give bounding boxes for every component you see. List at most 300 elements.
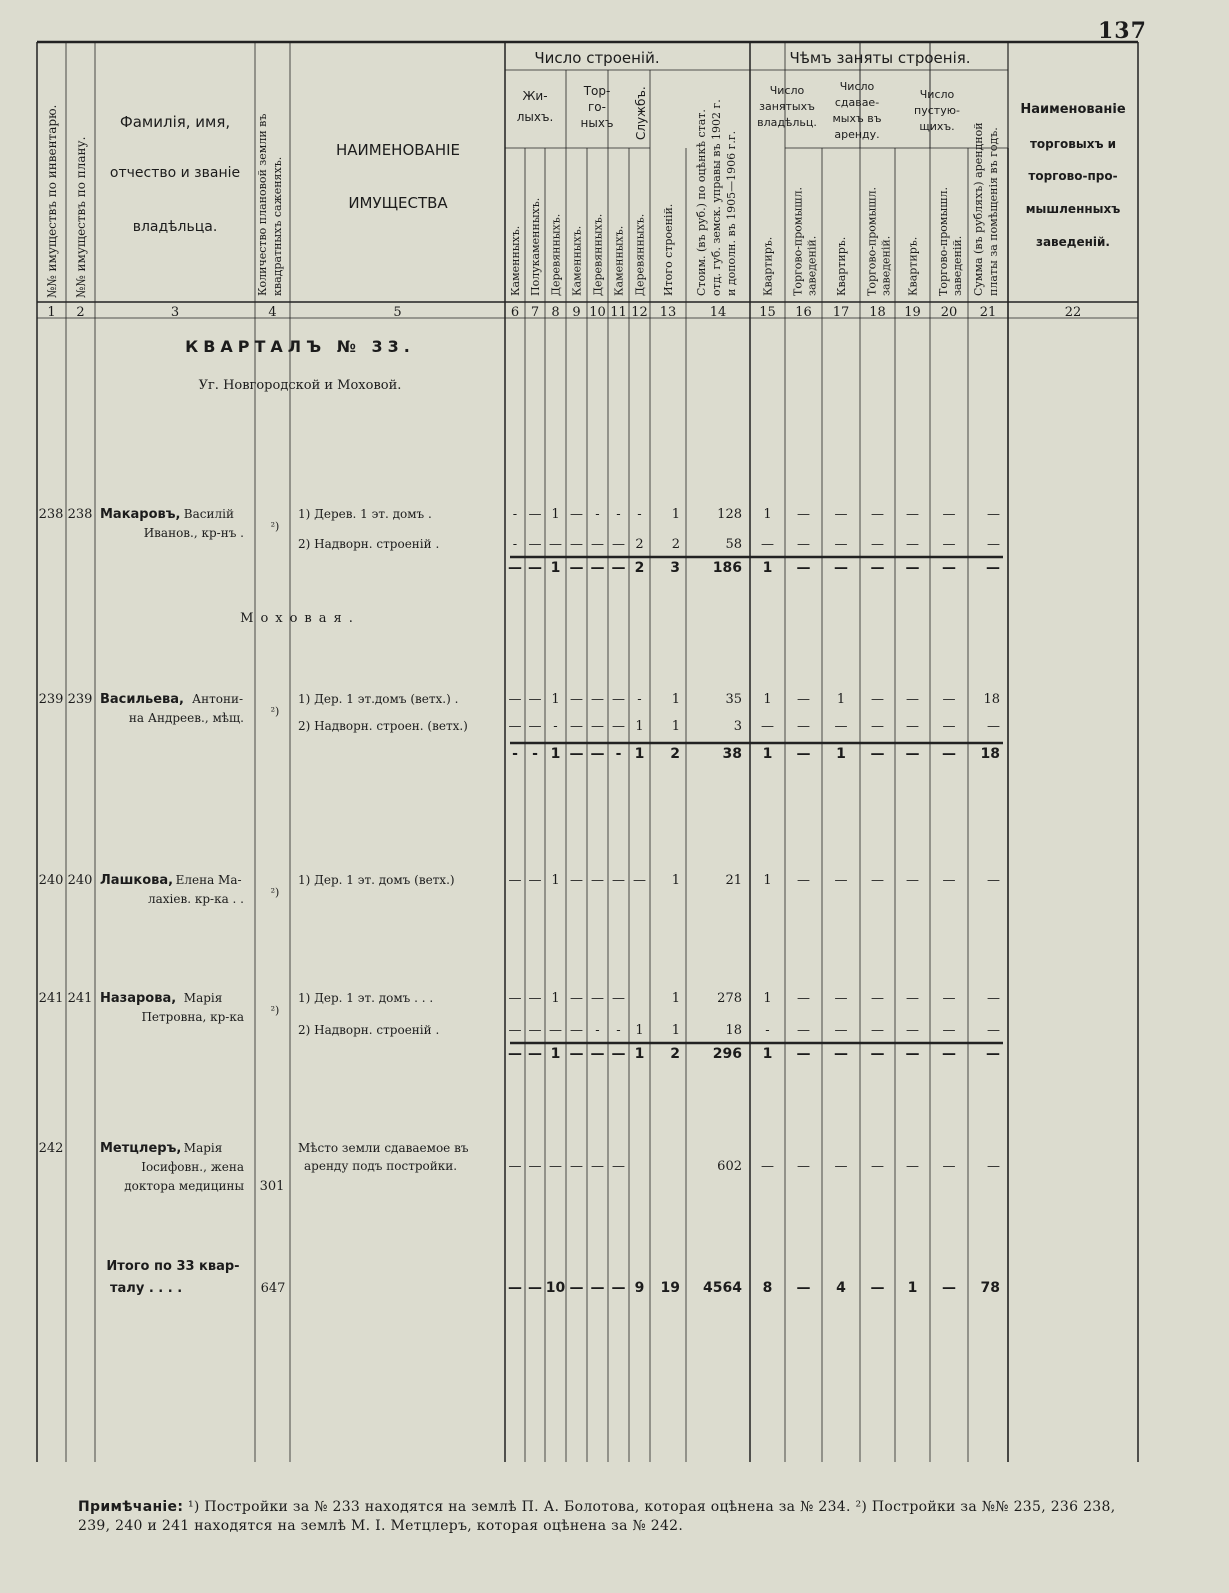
subtotal-value: — xyxy=(611,560,626,576)
subtotal-value: 1 xyxy=(550,560,561,576)
building-row-value: 128 xyxy=(717,507,742,522)
building-row-value: 1 xyxy=(635,1023,644,1038)
building-row-value: — xyxy=(591,692,604,707)
subheader-service: Службъ. xyxy=(634,86,648,140)
building-row-value: — xyxy=(871,1023,884,1038)
subheader-residential: лыхъ. xyxy=(516,110,554,124)
building-row-value: — xyxy=(761,719,774,734)
column-number: 14 xyxy=(709,305,727,320)
col-header-plan: №№ имуществъ по плану. xyxy=(74,136,88,298)
col-header-inventory: №№ имуществъ по инвентарю. xyxy=(45,104,59,298)
col-header-commercial: заведеній. xyxy=(879,235,893,296)
building-row-value: 1 xyxy=(671,507,680,522)
building-row-value: — xyxy=(871,507,884,522)
building-row-value: - xyxy=(512,507,518,522)
col-header-commercial: заведеній. xyxy=(951,235,964,296)
col-header-value: отд. губ. земск. управы въ 1902 г. xyxy=(710,99,723,296)
entry-owner-name-rest: Елена Ма- xyxy=(175,873,242,887)
entry-owner-detail: Петровна, кр-ка xyxy=(141,1010,244,1024)
building-row-value: 3 xyxy=(733,719,742,734)
entry-owner-name: Макаровъ, xyxy=(100,507,181,522)
entry-owner-name-rest: Марія xyxy=(183,1141,223,1155)
subtotal-value: 186 xyxy=(712,560,742,576)
entry-inventory-number: 239 xyxy=(38,692,64,707)
subtotal-value: 2 xyxy=(634,560,645,576)
building-row-value: — xyxy=(612,1159,625,1174)
subtotal-value: — xyxy=(508,560,522,576)
building-row-value: — xyxy=(987,1023,1000,1038)
subtotal-value: 1 xyxy=(550,1046,561,1062)
subtotal-value: — xyxy=(508,1046,522,1062)
subtotal-value: — xyxy=(870,560,885,576)
column-number: 6 xyxy=(510,305,520,320)
column-number: 12 xyxy=(631,305,648,320)
building-row-value: — xyxy=(834,1159,848,1174)
subtotal-value: 2 xyxy=(670,1046,680,1062)
entry-owner-detail: доктора медицины xyxy=(124,1179,244,1193)
col-header-kind: Полукаменныхъ. xyxy=(529,197,542,296)
building-row-label: 1) Дер. 1 эт. домъ (ветх.) xyxy=(298,873,455,887)
col-header-establishments: торговыхъ и xyxy=(1029,137,1117,151)
col-header-property: ИМУЩЕСТВА xyxy=(348,194,448,212)
building-row-value: — xyxy=(797,537,810,552)
building-row-value: — xyxy=(987,719,1000,734)
column-number: 3 xyxy=(170,305,180,320)
building-row-value: — xyxy=(570,507,583,522)
group-header-buildings: Число строеній. xyxy=(534,49,660,67)
column-number: 2 xyxy=(76,305,85,320)
col-header-owner: Фамилія, имя, xyxy=(119,113,231,131)
entry-inventory-number: 241 xyxy=(38,991,64,1006)
entry-plan-number: 240 xyxy=(67,873,93,888)
col-header-establishments: торгово-про- xyxy=(1028,169,1118,183)
building-row-value: - xyxy=(616,507,621,522)
building-row-value: — xyxy=(528,991,542,1006)
col-header-kind: Каменныхъ. xyxy=(612,225,626,296)
building-row-value: — xyxy=(871,1159,884,1174)
building-row-value: — xyxy=(987,873,1000,888)
subtotal-value: — xyxy=(590,560,605,576)
building-row-value: 1 xyxy=(671,692,680,707)
section-title: КВАРТАЛЪ № 33. xyxy=(185,337,415,356)
building-row-value: — xyxy=(942,1023,956,1038)
building-row-value: — xyxy=(942,991,956,1006)
building-row-value: — xyxy=(591,873,604,888)
subtotal-value: — xyxy=(942,560,956,576)
building-row-value: — xyxy=(797,991,810,1006)
building-row-value: 1 xyxy=(551,873,560,888)
entry-land-area: ²) xyxy=(270,886,280,899)
column-number: 19 xyxy=(904,305,921,320)
col-header-establishments: Наименованіе xyxy=(1020,102,1126,117)
subheader-residential: Жи- xyxy=(522,89,548,103)
entry-owner-name-rest: Василій xyxy=(183,507,234,521)
col-header-apartments: Квартиръ. xyxy=(835,236,848,296)
building-row-value: - xyxy=(765,1023,770,1038)
col-header-establishments: заведеній. xyxy=(1035,235,1111,249)
subtotal-value: 3 xyxy=(670,560,680,576)
subtotal-value: — xyxy=(590,1046,605,1062)
building-row-value: 18 xyxy=(725,1023,742,1038)
building-row-value: — xyxy=(797,692,810,707)
column-number: 9 xyxy=(572,305,581,320)
building-row-label: 1) Дерев. 1 эт. домъ . xyxy=(298,507,432,521)
subtotal-value: — xyxy=(986,560,1000,576)
building-row-value: 1 xyxy=(763,873,772,888)
col-header-land: квадратныхъ саженяхъ. xyxy=(271,156,284,296)
building-row-label: 2) Надворн. строен. (ветх.) xyxy=(298,719,468,733)
footnote-text: ¹) Постройки за № 233 находятся на землѣ П. А. Болотова, которая оцѣнена за № 234. ²) Постройки за №№ 235, 236 238, 239, 240 и 241 находятся на землѣ М. І. Метцлеръ, которая оцѣнена за № 242. xyxy=(78,1499,1116,1534)
building-row-value: — xyxy=(591,1159,604,1174)
col-header-value: Стоим. (въ руб.) по оцѣнкѣ стат. xyxy=(695,109,708,296)
building-row-value: — xyxy=(834,537,848,552)
building-row-value: - xyxy=(595,1023,600,1038)
column-number: 8 xyxy=(551,305,560,320)
building-row-value: — xyxy=(834,507,848,522)
subtotal-value: 1 xyxy=(762,560,773,576)
building-row-value: — xyxy=(906,873,919,888)
footnote-label: Примѣчаніе: xyxy=(78,1499,184,1515)
building-row-value: — xyxy=(834,1023,848,1038)
building-row-value: — xyxy=(987,507,1000,522)
grand-total-value: — xyxy=(942,1280,956,1296)
building-row-value: 1 xyxy=(763,692,772,707)
column-number: 13 xyxy=(659,305,677,320)
subtotal-value: — xyxy=(569,1046,584,1062)
subtotal-value: — xyxy=(590,746,605,762)
building-row-value: — xyxy=(612,873,625,888)
col-header-establishments: мышленныхъ xyxy=(1025,202,1121,216)
building-row-value: — xyxy=(570,692,583,707)
street-heading: Моховая. xyxy=(240,611,360,626)
building-row-label: 2) Надворн. строеній . xyxy=(298,1023,440,1037)
building-row-value: — xyxy=(761,1159,774,1174)
footnote xyxy=(78,1498,1148,1536)
building-row-value: — xyxy=(570,1159,583,1174)
subtotal-value: — xyxy=(796,560,811,576)
grand-total-value: 1 xyxy=(907,1280,918,1296)
building-row-value: — xyxy=(528,692,542,707)
building-row-value: - xyxy=(616,1023,621,1038)
building-row-value: 1 xyxy=(763,507,772,522)
column-number: 16 xyxy=(795,305,812,320)
building-row-value: - xyxy=(595,507,600,522)
grand-total-value: 8 xyxy=(762,1280,773,1296)
entry-land-area: ²) xyxy=(270,705,280,718)
subtotal-value: 1 xyxy=(634,1046,645,1062)
building-row-value: — xyxy=(987,991,1000,1006)
building-row-value: - xyxy=(637,692,642,707)
building-row-value: — xyxy=(528,873,542,888)
subheader-empty: пустую- xyxy=(914,104,960,117)
subtotal-value: — xyxy=(870,1046,885,1062)
building-row-value: — xyxy=(612,991,625,1006)
subheader-trade: ныхъ xyxy=(580,116,614,130)
entry-land-area: ²) xyxy=(270,1004,280,1017)
page-number: 137 xyxy=(1098,18,1147,44)
building-row-value: — xyxy=(508,1023,522,1038)
building-row-value: — xyxy=(871,719,884,734)
subtotal-value: — xyxy=(796,1046,811,1062)
building-row-value: — xyxy=(906,1023,919,1038)
grand-total-value: — xyxy=(870,1280,885,1296)
building-row-value: 21 xyxy=(725,873,742,888)
building-row-value: — xyxy=(570,537,583,552)
building-row-value: — xyxy=(906,1159,919,1174)
column-number: 5 xyxy=(393,305,402,320)
col-header-kind: Деревянныхъ. xyxy=(633,213,647,296)
building-row-value: — xyxy=(591,991,604,1006)
building-row-value: — xyxy=(570,873,583,888)
grand-total-value: — xyxy=(590,1280,605,1296)
building-row-value: — xyxy=(508,692,522,707)
subheader-rented: аренду. xyxy=(834,128,880,141)
building-row-value: — xyxy=(987,1159,1000,1174)
entry-owner-name-rest: Антони- xyxy=(192,692,243,706)
subtotal-value: — xyxy=(796,746,811,762)
building-row-value: — xyxy=(633,873,646,888)
building-row-value: 2 xyxy=(671,537,680,552)
building-row-value: — xyxy=(906,692,919,707)
subtotal-value: 38 xyxy=(722,746,742,762)
subheader-empty: Число xyxy=(919,88,955,101)
column-number: 17 xyxy=(832,305,850,320)
building-row-value: — xyxy=(591,719,604,734)
building-row-value: 35 xyxy=(725,692,742,707)
entry-owner-name: Лашкова, xyxy=(100,873,174,888)
building-row-value: — xyxy=(797,873,810,888)
building-row-value: — xyxy=(906,719,919,734)
building-row-value: — xyxy=(942,1159,956,1174)
col-header-commercial: Торгово-промышл. xyxy=(865,187,879,296)
entry-owner-detail: лахіев. кр-ка . . xyxy=(147,892,244,906)
subheader-owner-occupied: Число xyxy=(769,84,805,97)
building-row-value: — xyxy=(942,692,956,707)
col-header-land: Количество плановой земли въ xyxy=(256,113,269,296)
col-header-kind: Деревянныхъ. xyxy=(549,213,563,296)
column-number: 11 xyxy=(610,305,627,320)
building-row-value: 1 xyxy=(551,991,560,1006)
subtotal-value: — xyxy=(528,560,542,576)
col-header-rent: Сумма (въ рубляхъ) арендной xyxy=(972,122,985,296)
building-row-value: 2 xyxy=(635,537,644,552)
entry-owner-name: Метцлеръ, xyxy=(100,1141,182,1156)
entry-inventory-number: 238 xyxy=(38,507,64,522)
building-row-value: — xyxy=(591,537,604,552)
column-number: 18 xyxy=(869,305,886,320)
subtotal-value: — xyxy=(611,1046,626,1062)
building-row-value: — xyxy=(761,537,774,552)
subtotal-value: - xyxy=(512,746,518,762)
column-number: 20 xyxy=(940,305,958,320)
column-number: 1 xyxy=(47,305,56,320)
subtotal-value: — xyxy=(834,560,848,576)
column-number: 10 xyxy=(589,305,606,320)
entry-owner-detail: Іосифовн., жена xyxy=(141,1160,244,1174)
building-row-value: 1 xyxy=(671,873,680,888)
grand-total-value: — xyxy=(569,1280,584,1296)
subtotal-value: — xyxy=(905,1046,920,1062)
building-row-value: — xyxy=(528,1159,542,1174)
subtotal-value: — xyxy=(870,746,885,762)
entry-owner-name: Назарова, xyxy=(100,991,177,1006)
building-row-value: 1 xyxy=(551,692,560,707)
subtotal-value: 2 xyxy=(670,746,680,762)
entry-plan-number: 239 xyxy=(67,692,93,707)
entry-land-area: 301 xyxy=(259,1179,285,1194)
subtotal-value: 1 xyxy=(634,746,645,762)
column-number: 4 xyxy=(268,305,277,320)
building-row-value: — xyxy=(797,719,810,734)
building-row-value: — xyxy=(871,991,884,1006)
building-row-label: 2) Надворн. строеній . xyxy=(298,537,440,551)
building-row-value: - xyxy=(637,507,642,522)
subheader-trade: го- xyxy=(588,100,606,114)
building-row-value: — xyxy=(906,991,919,1006)
building-row-value: — xyxy=(528,507,542,522)
building-row-value: - xyxy=(553,719,558,734)
building-row-value: — xyxy=(871,692,884,707)
col-header-commercial: Торгово-промышл. xyxy=(791,187,805,296)
subtotal-value: 296 xyxy=(712,1046,742,1062)
building-row-value: — xyxy=(942,507,956,522)
building-row-value: 1 xyxy=(763,991,772,1006)
building-row-label: 1) Дер. 1 эт.домъ (ветх.) . xyxy=(298,692,459,706)
grand-total-value: 9 xyxy=(634,1280,645,1296)
grand-total-value: 4 xyxy=(836,1280,846,1296)
building-row-value: 1 xyxy=(671,991,680,1006)
subtotal-value: — xyxy=(569,560,584,576)
subtotal-value: 1 xyxy=(836,746,846,762)
col-header-kind: Каменныхъ. xyxy=(509,225,522,296)
column-number: 22 xyxy=(1064,305,1082,320)
grand-total-land: 647 xyxy=(260,1281,286,1296)
building-row-value: 58 xyxy=(725,537,742,552)
building-row-value: — xyxy=(612,719,625,734)
building-row-value: — xyxy=(508,719,522,734)
col-header-kind: Деревянныхъ. xyxy=(591,213,605,296)
col-header-owner: отчество и званіе xyxy=(109,165,241,181)
col-header-rent: платы за помѣщенія въ годъ. xyxy=(987,127,1000,296)
building-row-value: — xyxy=(906,507,919,522)
subheader-empty: щихъ. xyxy=(919,120,955,133)
building-row-value: 18 xyxy=(983,692,1000,707)
grand-total-value: 10 xyxy=(545,1280,566,1296)
building-row-value: — xyxy=(942,873,956,888)
col-header-value: и дополн. въ 1905—1906 г.г. xyxy=(725,130,738,296)
entry-owner-name-rest: Марія xyxy=(183,991,223,1005)
building-row-value: — xyxy=(528,537,542,552)
col-header-total: Итого строеній. xyxy=(662,203,675,296)
building-row-value: — xyxy=(549,1023,562,1038)
building-row-value: — xyxy=(942,719,956,734)
building-row-value: — xyxy=(834,991,848,1006)
building-row-value: 1 xyxy=(635,719,644,734)
building-row-value: — xyxy=(871,873,884,888)
subtotal-value: — xyxy=(905,560,920,576)
col-header-apartments: Квартиръ. xyxy=(906,236,920,296)
entry-inventory-number: 240 xyxy=(38,873,64,888)
building-row-value: — xyxy=(871,537,884,552)
subtotal-value: 1 xyxy=(762,1046,773,1062)
building-row-value: — xyxy=(797,1159,810,1174)
building-row-value: 1 xyxy=(671,719,680,734)
building-row-value: — xyxy=(528,1023,542,1038)
column-number: 15 xyxy=(759,305,776,320)
building-row-value: — xyxy=(797,507,810,522)
entry-inventory-number: 242 xyxy=(38,1141,64,1156)
building-row-value: — xyxy=(570,1023,583,1038)
column-number: 21 xyxy=(979,305,997,320)
building-row-label: Мѣсто земли сдаваемое въ xyxy=(298,1141,469,1155)
subheader-rented: мыхъ въ xyxy=(832,112,882,125)
grand-total-value: — xyxy=(796,1280,811,1296)
col-header-commercial: Торгово-промышл. xyxy=(937,187,950,296)
subheader-owner-occupied: владѣльц. xyxy=(757,116,817,129)
subheader-rented: сдавае- xyxy=(834,96,880,109)
section-subtitle: Уг. Новгородской и Моховой. xyxy=(198,378,402,393)
building-row-value: 1 xyxy=(671,1023,680,1038)
building-row-value: 1 xyxy=(836,692,846,707)
building-row-value: 278 xyxy=(717,991,742,1006)
building-row-value: — xyxy=(508,1159,522,1174)
entry-plan-number: 238 xyxy=(67,507,93,522)
subtotal-value: — xyxy=(528,1046,542,1062)
building-row-value: — xyxy=(570,991,583,1006)
entry-land-area: ²) xyxy=(270,520,280,533)
building-row-value: — xyxy=(549,537,562,552)
grand-total-label: Итого по 33 квар- xyxy=(106,1259,240,1274)
subtotal-value: 18 xyxy=(980,746,1000,762)
col-header-apartments: Квартиръ. xyxy=(761,236,775,296)
building-row-label: 1) Дер. 1 эт. домъ . . . xyxy=(298,991,434,1005)
grand-total-label: талу . . . . xyxy=(110,1281,183,1296)
building-row-value: — xyxy=(834,719,848,734)
building-row-value: — xyxy=(612,537,625,552)
subheader-trade: Тор- xyxy=(583,84,611,98)
grand-total-value: — xyxy=(611,1280,626,1296)
grand-total-value: 78 xyxy=(980,1280,1000,1296)
building-row-value: — xyxy=(906,537,919,552)
grand-total-value: — xyxy=(508,1280,522,1296)
subtotal-value: - xyxy=(615,746,622,762)
col-header-owner: владѣльца. xyxy=(132,219,218,235)
building-row-value: — xyxy=(987,537,1000,552)
entry-owner-name: Васильева, xyxy=(100,692,184,707)
building-row-value: — xyxy=(508,873,522,888)
grand-total-value: 4564 xyxy=(703,1280,742,1296)
subtotal-value: — xyxy=(569,746,584,762)
subtotal-value: — xyxy=(905,746,920,762)
entry-plan-number: 241 xyxy=(67,991,93,1006)
col-header-kind: Каменныхъ. xyxy=(570,225,584,296)
building-row-value: — xyxy=(528,719,542,734)
entry-owner-detail: Иванов., кр-нъ . xyxy=(143,526,244,540)
subheader-owner-occupied: занятыхъ xyxy=(759,100,815,113)
subheader-rented: Число xyxy=(839,80,875,93)
subtotal-value: — xyxy=(834,1046,848,1062)
building-row-value: — xyxy=(570,719,583,734)
grand-total-value: — xyxy=(528,1280,542,1296)
building-row-value: 602 xyxy=(717,1159,742,1174)
subtotal-value: — xyxy=(986,1046,1000,1062)
building-row-label: аренду подъ постройки. xyxy=(304,1159,458,1173)
column-number: 7 xyxy=(530,305,540,320)
subtotal-value: — xyxy=(942,1046,956,1062)
subtotal-value: - xyxy=(532,746,538,762)
col-header-commercial: заведеній. xyxy=(805,235,819,296)
grand-total-value: 19 xyxy=(660,1280,680,1296)
